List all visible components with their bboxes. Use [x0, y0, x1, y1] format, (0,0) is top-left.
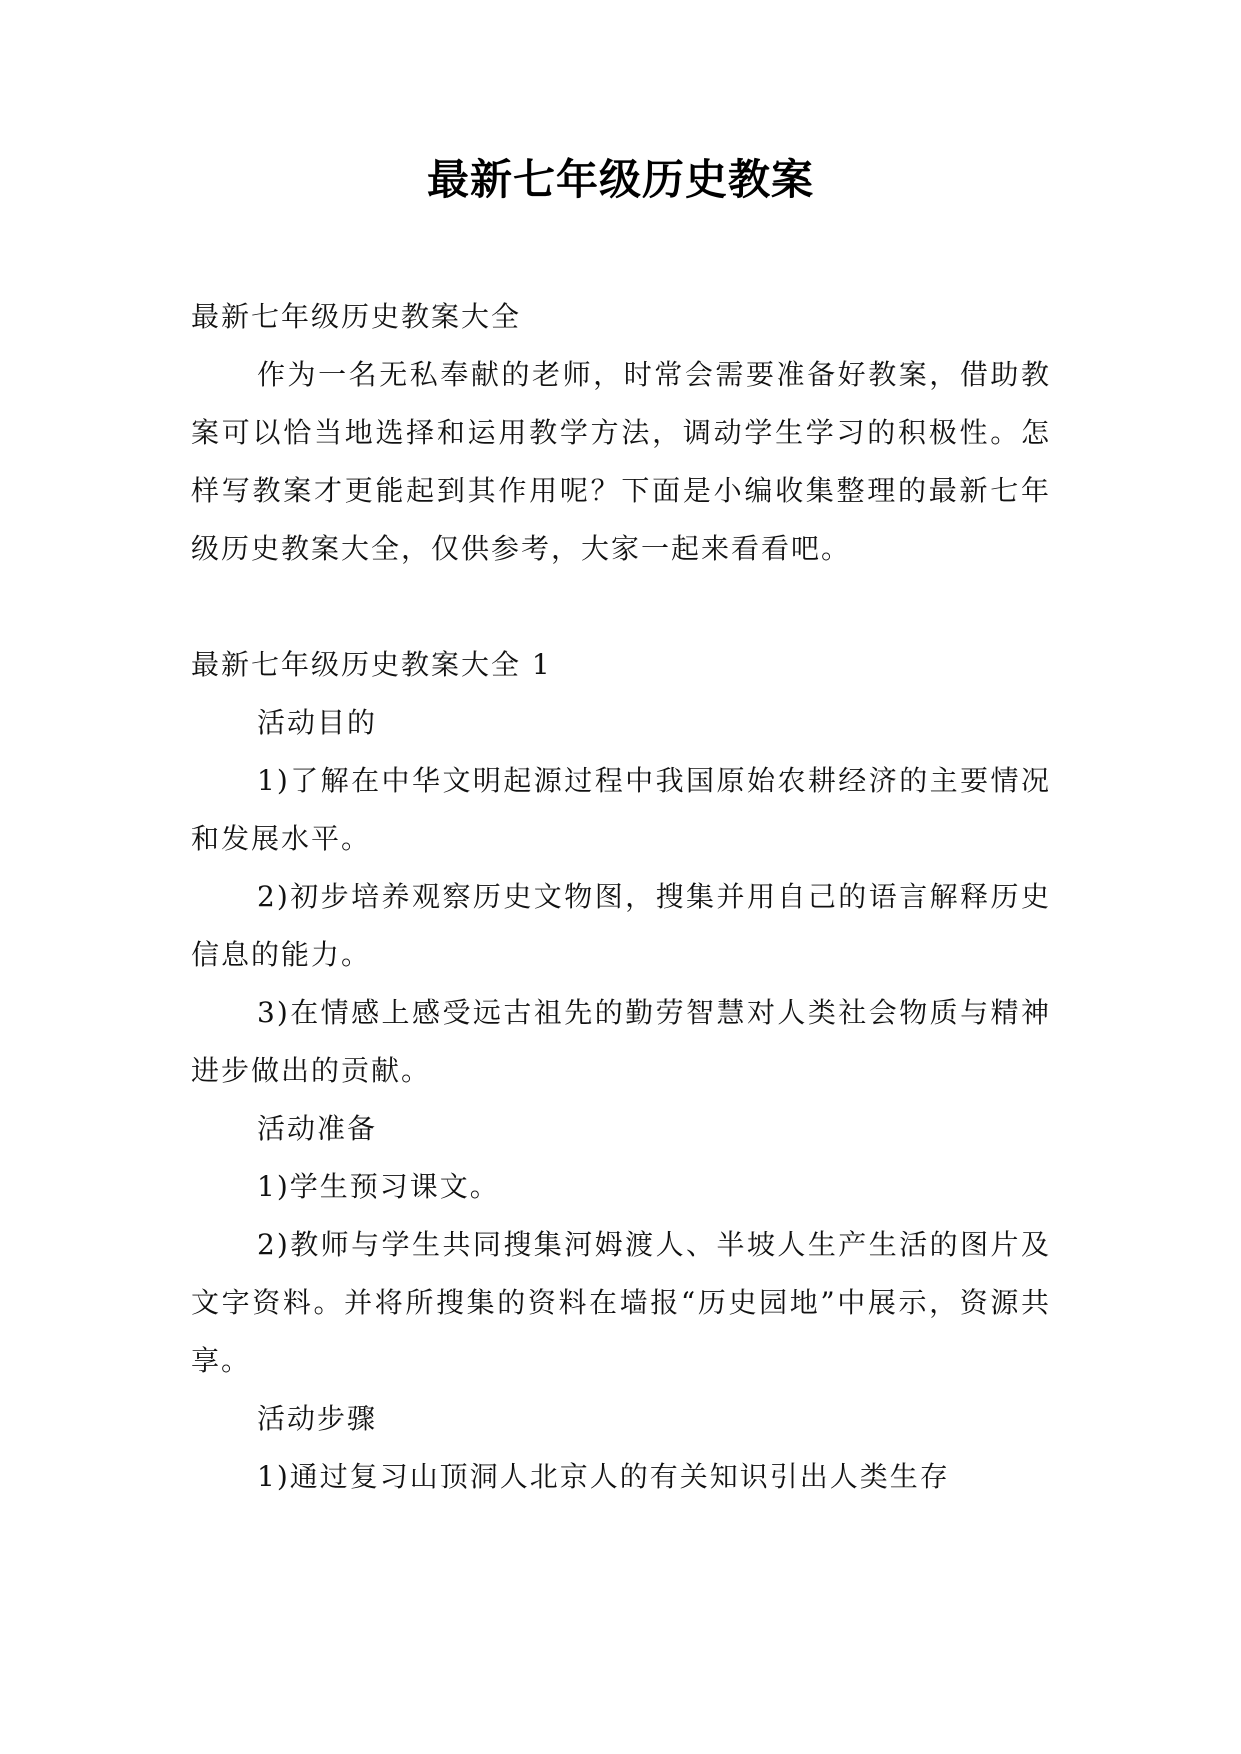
document-body [191, 288, 1051, 1506]
goal-item-3: 3)在情感上感受远古祖先的勤劳智慧对人类社会物质与精神进步做出的贡献。 [191, 996, 1051, 1087]
goal-item-1: 1)了解在中华文明起源过程中我国原始农耕经济的主要情况和发展水平。 [191, 764, 1051, 855]
prep-item-1: 1)学生预习课文。 [257, 1170, 500, 1203]
prep-heading: 活动准备 [257, 1112, 378, 1145]
document-title: 最新七年级历史教案 [426, 155, 814, 204]
goal-item-2: 2)初步培养观察历史文物图，搜集并用自己的语言解释历史信息的能力。 [191, 880, 1051, 971]
prep-item-2: 2)教师与学生共同搜集河姆渡人、半坡人生产生活的图片及文字资料。并将所搜集的资料在墙报“历史园地”中展示，资源共享。 [191, 1228, 1051, 1377]
step-item-1: 1)通过复习山顶洞人北京人的有关知识引出人类生存 [257, 1460, 950, 1493]
section-heading: 最新七年级历史教案大全 1 [191, 648, 552, 681]
steps-heading: 活动步骤 [257, 1402, 378, 1435]
intro-paragraph: 作为一名无私奉献的老师，时常会需要准备好教案，借助教案可以恰当地选择和运用教学方法，调动学生学习的积极性。怎样写教案才更能起到其作用呢？下面是小编收集整理的最新七年级历史教案大全，仅供参考，大家一起来看看吧。 [191, 358, 1051, 565]
intro-heading: 最新七年级历史教案大全 [191, 300, 522, 333]
paragraph-gap [191, 578, 1051, 636]
goal-heading: 活动目的 [257, 706, 378, 739]
